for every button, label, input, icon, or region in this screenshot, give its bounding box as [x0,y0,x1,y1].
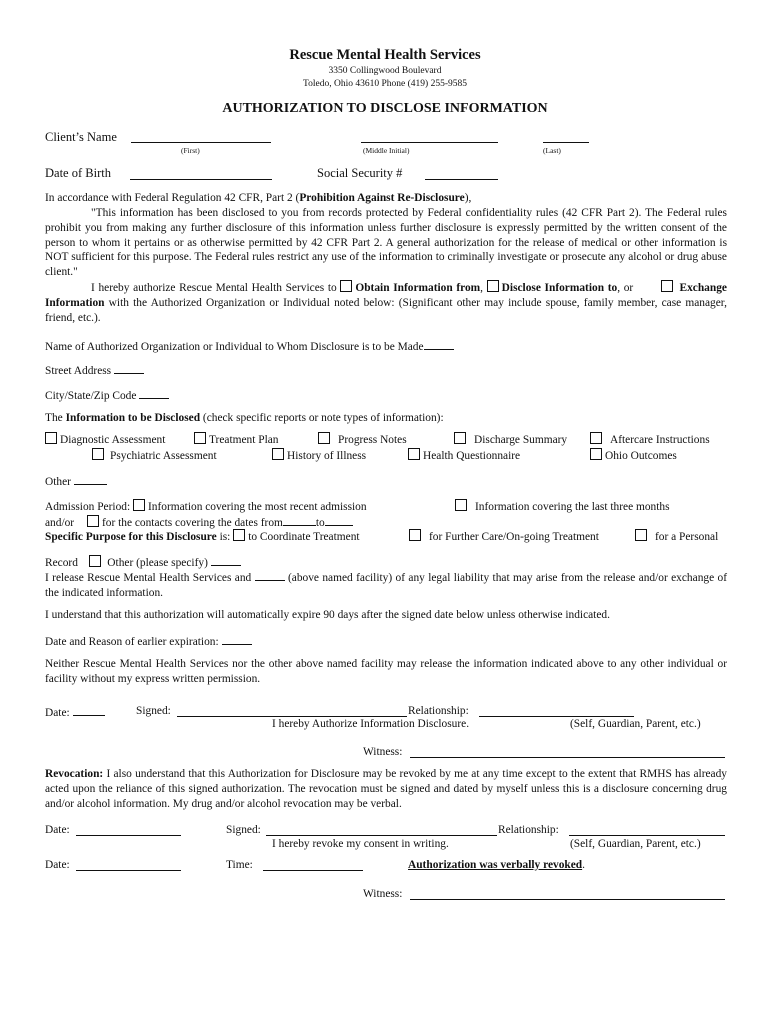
witness-field[interactable] [410,757,725,758]
info-disclosed-label: The Information to be Disclosed (check specific reports or note types of information): [45,412,444,424]
last-caption: (Last) [543,146,561,155]
checkbox[interactable] [590,432,602,444]
revoke-date-label: Date: [45,824,70,836]
checkbox[interactable] [454,432,466,444]
info-option-health-questionnaire[interactable]: Health Questionnaire [408,448,520,464]
sign-date-field[interactable] [73,704,105,716]
info-option-aftercare-instructions[interactable]: Aftercare Instructions [590,432,710,448]
earlier-expiration-label: Date and Reason of earlier expiration: [45,633,252,650]
middle-caption: (Middle Initial) [363,146,410,155]
verbal-date-label: Date: [45,859,70,871]
dob-label: Date of Birth [45,166,111,180]
date-from-field[interactable] [283,514,316,526]
checkbox[interactable] [272,448,284,460]
admission-period-label: Admission Period: Information covering the most recent admission [45,501,367,513]
three-months-option[interactable]: Information covering the last three months [455,499,670,515]
further-care-option[interactable]: for Further Care/On-going Treatment [409,529,599,545]
revoke-relationship-caption: (Self, Guardian, Parent, etc.) [570,838,701,850]
revoke-date-field[interactable] [76,835,181,836]
org-address-line1: 3350 Collingwood Boulevard [328,66,442,76]
client-middle-initial-field[interactable] [361,142,498,143]
info-option-ohio-outcomes[interactable]: Ohio Outcomes [590,448,677,464]
revoke-relationship-field[interactable] [569,835,725,836]
date-to-field[interactable] [325,514,353,526]
info-option-treatment-plan[interactable]: Treatment Plan [194,432,279,448]
earlier-expiration-field[interactable] [222,633,252,645]
info-option-progress-notes[interactable]: Progress Notes [318,432,407,448]
client-name-label: Client’s Name [45,130,117,144]
revocation-statement: Revocation: I also understand that this Authorization for Disclosure may be revoked by me at any time except to the extent that RMHS has already acted upon the reliance of this signed authorization. The revocation must be signed and dated by myself unless this is a disclosure concerning drug and/or alcohol information. My drug and/or alcohol revocation may be verbal. [45,768,727,810]
no-release-statement: Neither Rescue Mental Health Services nor the other above named facility may release the information indicated above to any other individual or facility without my express written permission. [45,658,727,685]
obtain-checkbox[interactable] [340,280,352,292]
specific-purpose-label: Specific Purpose for this Disclosure is: to Coordinate Treatment [45,531,360,543]
org-address-line2: Toledo, Ohio 43610 Phone (419) 255-9585 [303,79,467,89]
info-other-field[interactable] [74,473,107,485]
revoke-caption: I hereby revoke my consent in writing. [272,838,449,850]
contact-dates-checkbox[interactable] [87,515,99,527]
recipient-name-field[interactable] [424,338,454,350]
further-care-checkbox[interactable] [409,529,421,541]
revoke-witness-field[interactable] [410,899,725,900]
regulation-quote: "This information has been disclosed to you from records protected by Federal confidentiality rules (42 CFR Part 2). The Federal rules prohibit you from making any further disclosure of this information unless further disclosure is expressly permitted by the written consent of the person to whom it pertains or as otherwise permitted by 42 CFR Part 2. A general authorization for the release of medical or other information is NOT sufficient for this purpose. The Federal rules restrict any use of the information to criminally investigate or prosecute any alcohol or drug abuse client." [45,207,727,279]
info-option-diagnostic-assessment[interactable]: Diagnostic Assessment [45,432,165,448]
info-other-label: Other [45,473,107,490]
city-state-zip-label: City/State/Zip Code [45,387,169,404]
contact-dates-option: and/or for the contacts covering the dates from to [45,514,353,531]
client-first-name-field[interactable] [131,142,271,143]
street-address-field[interactable] [114,362,144,374]
relationship-caption: (Self, Guardian, Parent, etc.) [570,718,701,730]
three-months-checkbox[interactable] [455,499,467,511]
ssn-field[interactable] [425,179,498,180]
client-last-name-field[interactable] [543,142,589,143]
purpose-other-field[interactable] [211,554,241,566]
revoke-witness-label: Witness: [363,888,403,900]
recipient-name-label: Name of Authorized Organization or Individual to Whom Disclosure is to be Made [45,338,454,355]
personal-record-option[interactable]: for a Personal [635,529,718,545]
checkbox[interactable] [590,448,602,460]
street-address-label: Street Address [45,362,144,379]
info-option-psychiatric-assessment[interactable]: Psychiatric Assessment [92,448,217,464]
time-label: Time: [226,859,253,871]
release-statement: I release Rescue Mental Health Services and (above named facility) of any legal liability that may arise from the release and/or exchange of the indicated information. [45,569,727,601]
purpose-other-line: Record Other (please specify) [45,554,241,571]
checkbox[interactable] [92,448,104,460]
ssn-label: Social Security # [317,166,403,180]
info-option-history-of-illness[interactable]: History of Illness [272,448,366,464]
release-facility-field[interactable] [255,569,285,581]
dob-field[interactable] [130,179,272,180]
expiration-statement: I understand that this authorization will automatically expire 90 days after the signed date below unless otherwise indicated. [45,609,610,621]
time-field[interactable] [263,870,363,871]
checkbox[interactable] [408,448,420,460]
first-caption: (First) [181,146,200,155]
authorize-caption: I hereby Authorize Information Disclosure. [272,718,470,730]
city-state-zip-field[interactable] [139,387,169,399]
checkbox[interactable] [318,432,330,444]
signed-label: Signed: [136,705,171,717]
regulation-intro: In accordance with Federal Regulation 42 CFR, Part 2 (Prohibition Against Re-Disclosure), [45,192,472,204]
coordinate-treatment-checkbox[interactable] [233,529,245,541]
verbally-revoked-note: Authorization was verbally revoked. [408,859,585,871]
sign-date-label: Date: [45,704,105,721]
revoke-signed-label: Signed: [226,824,261,836]
authorization-statement: I hereby authorize Rescue Mental Health Services to Obtain Information from, Disclose Information to, or Exchange Information with the Authorized Organization or Individual noted below: (Significant other may include spouse, family member, case manager, friend, etc.). [45,282,727,324]
relationship-label: Relationship: [408,705,469,717]
form-title: AUTHORIZATION TO DISCLOSE INFORMATION [222,101,548,116]
revoke-signature-field[interactable] [266,835,497,836]
recent-admission-checkbox[interactable] [133,499,145,511]
disclose-checkbox[interactable] [487,280,499,292]
checkbox[interactable] [45,432,57,444]
verbal-date-field[interactable] [76,870,181,871]
org-name: Rescue Mental Health Services [289,47,481,63]
revoke-relationship-label: Relationship: [498,824,559,836]
checkbox[interactable] [194,432,206,444]
witness-label: Witness: [363,746,403,758]
purpose-other-checkbox[interactable] [89,555,101,567]
exchange-checkbox[interactable] [661,280,673,292]
info-option-discharge-summary[interactable]: Discharge Summary [454,432,567,448]
personal-record-checkbox[interactable] [635,529,647,541]
